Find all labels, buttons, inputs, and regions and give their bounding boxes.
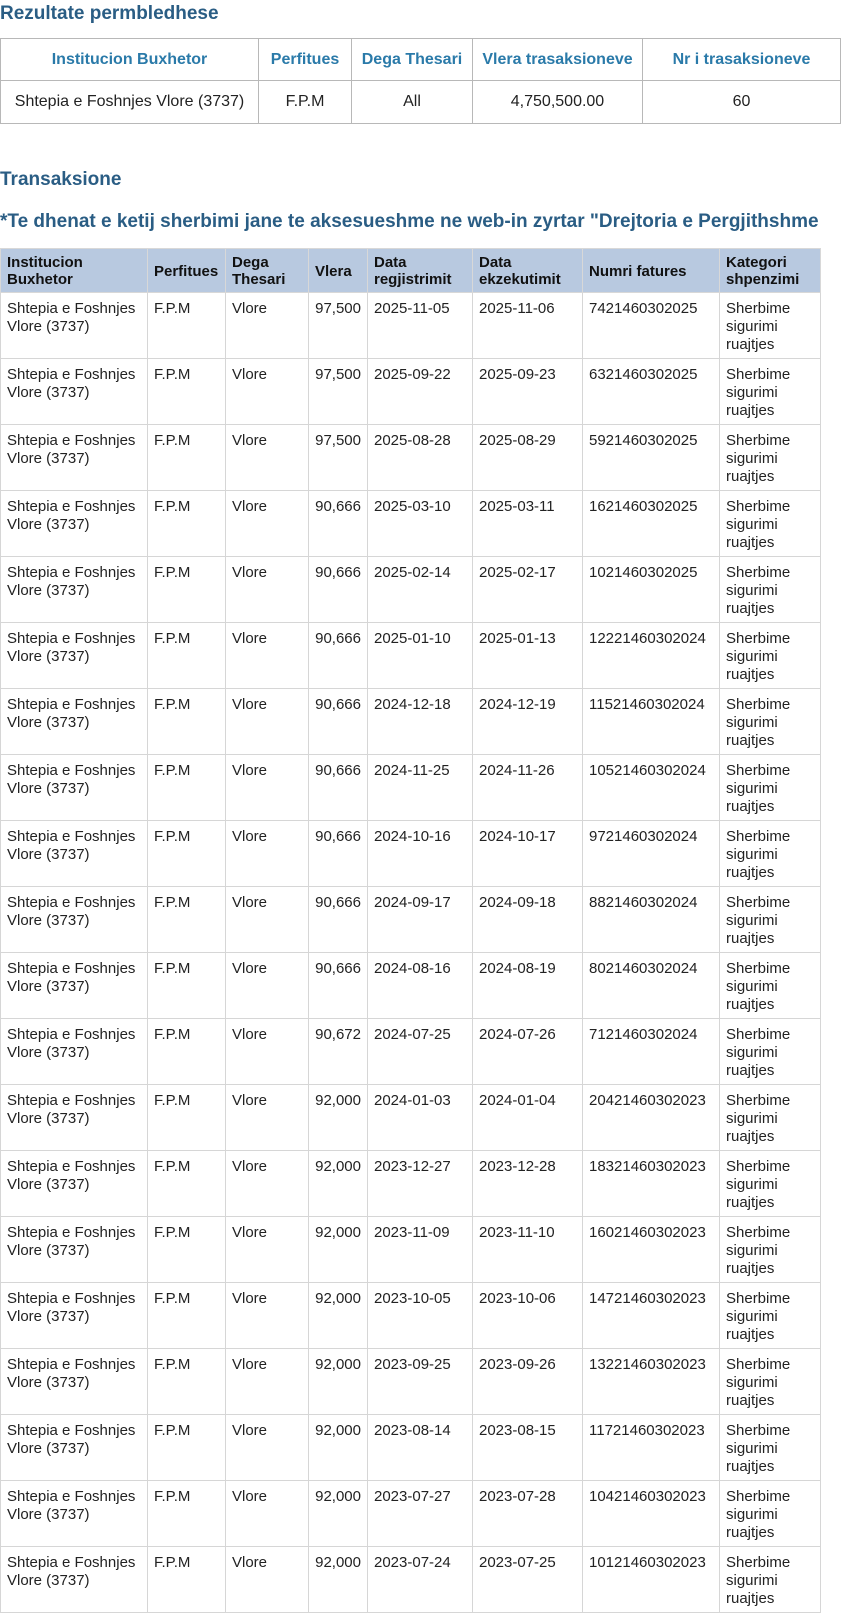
header-data-ekzekutimit[interactable]: Data ekzekutimit (473, 249, 583, 293)
cell-data-regjistrimit: 2024-11-25 (368, 755, 473, 821)
cell-vlera: 90,666 (309, 557, 368, 623)
cell-dega-thesari: Vlore (226, 1085, 309, 1151)
cell-data-ekzekutimit: 2025-11-06 (473, 293, 583, 359)
cell-perfitues: F.P.M (148, 1217, 226, 1283)
cell-data-ekzekutimit: 2024-10-17 (473, 821, 583, 887)
cell-vlera: 90,666 (309, 623, 368, 689)
cell-kategori: Sherbime sigurimi ruajtjes (720, 689, 821, 755)
table-row (1, 1151, 821, 1217)
table-row (1, 425, 821, 491)
cell-data-regjistrimit: 2023-10-05 (368, 1283, 473, 1349)
header-dega-thesari[interactable]: Dega Thesari (226, 249, 309, 293)
cell-vlera: 92,000 (309, 1217, 368, 1283)
cell-institucion: Shtepia e Foshnjes Vlore (3737) (1, 1547, 148, 1613)
cell-data-regjistrimit: 2023-08-14 (368, 1415, 473, 1481)
cell-numri-fatures: 7421460302025 (583, 293, 720, 359)
cell-numri-fatures: 11721460302023 (583, 1415, 720, 1481)
cell-perfitues: F.P.M (148, 293, 226, 359)
cell-data-ekzekutimit: 2024-09-18 (473, 887, 583, 953)
cell-data-regjistrimit: 2025-11-05 (368, 293, 473, 359)
table-row (1, 821, 821, 887)
cell-kategori: Sherbime sigurimi ruajtjes (720, 1481, 821, 1547)
cell-kategori: Sherbime sigurimi ruajtjes (720, 1085, 821, 1151)
cell-vlera: 92,000 (309, 1481, 368, 1547)
cell-dega-thesari: Vlore (226, 1481, 309, 1547)
cell-perfitues: F.P.M (148, 1481, 226, 1547)
cell-data-regjistrimit: 2023-07-24 (368, 1547, 473, 1613)
cell-numri-fatures: 14721460302023 (583, 1283, 720, 1349)
cell-dega-thesari: Vlore (226, 689, 309, 755)
table-row (1, 1547, 821, 1613)
table-row (1, 293, 821, 359)
cell-institucion: Shtepia e Foshnjes Vlore (3737) (1, 359, 148, 425)
cell-institucion: Shtepia e Foshnjes Vlore (3737) (1, 1019, 148, 1085)
cell-dega-thesari: Vlore (226, 623, 309, 689)
summary-header-row (1, 39, 841, 81)
cell-vlera: 97,500 (309, 293, 368, 359)
table-row (1, 491, 821, 557)
summary-section-title: Rezultate permbledhese (0, 3, 219, 24)
cell-dega-thesari: Vlore (226, 1547, 309, 1613)
table-row (1, 755, 821, 821)
cell-kategori: Sherbime sigurimi ruajtjes (720, 359, 821, 425)
cell-institucion: Shtepia e Foshnjes Vlore (3737) (1, 887, 148, 953)
cell-kategori: Sherbime sigurimi ruajtjes (720, 425, 821, 491)
cell-data-ekzekutimit: 2024-08-19 (473, 953, 583, 1019)
cell-numri-fatures: 1621460302025 (583, 491, 720, 557)
cell-dega-thesari: Vlore (226, 953, 309, 1019)
cell-institucion: Shtepia e Foshnjes Vlore (3737) (1, 293, 148, 359)
cell-perfitues: F.P.M (148, 425, 226, 491)
summary-header-cell[interactable]: Perfitues (259, 39, 352, 81)
cell-perfitues: F.P.M (148, 1085, 226, 1151)
cell-data-regjistrimit: 2023-11-09 (368, 1217, 473, 1283)
cell-dega-thesari: Vlore (226, 1283, 309, 1349)
transactions-table-container (0, 248, 800, 1607)
table-row (1, 689, 821, 755)
cell-numri-fatures: 8821460302024 (583, 887, 720, 953)
cell-vlera: 90,666 (309, 821, 368, 887)
table-row (1, 1415, 821, 1481)
header-data-regjistrimit[interactable]: Data regjistrimit (368, 249, 473, 293)
header-kategori[interactable]: Kategori shpenzimi (720, 249, 821, 293)
cell-vlera: 92,000 (309, 1085, 368, 1151)
summary-table-container (0, 38, 811, 126)
cell-data-regjistrimit: 2025-01-10 (368, 623, 473, 689)
cell-perfitues: F.P.M (148, 689, 226, 755)
cell-numri-fatures: 12221460302024 (583, 623, 720, 689)
cell-dega-thesari: Vlore (226, 1415, 309, 1481)
cell-data-regjistrimit: 2023-09-25 (368, 1349, 473, 1415)
cell-institucion: Shtepia e Foshnjes Vlore (3737) (1, 689, 148, 755)
cell-perfitues: F.P.M (148, 1415, 226, 1481)
table-row (1, 1217, 821, 1283)
cell-dega-thesari: Vlore (226, 359, 309, 425)
table-row (1, 359, 821, 425)
summary-cell: All (352, 81, 473, 124)
summary-row (1, 81, 841, 124)
cell-numri-fatures: 10521460302024 (583, 755, 720, 821)
cell-institucion: Shtepia e Foshnjes Vlore (3737) (1, 953, 148, 1019)
cell-institucion: Shtepia e Foshnjes Vlore (3737) (1, 1415, 148, 1481)
cell-numri-fatures: 16021460302023 (583, 1217, 720, 1283)
cell-perfitues: F.P.M (148, 491, 226, 557)
cell-numri-fatures: 13221460302023 (583, 1349, 720, 1415)
cell-kategori: Sherbime sigurimi ruajtjes (720, 953, 821, 1019)
cell-numri-fatures: 8021460302024 (583, 953, 720, 1019)
cell-perfitues: F.P.M (148, 1547, 226, 1613)
cell-institucion: Shtepia e Foshnjes Vlore (3737) (1, 1481, 148, 1547)
transactions-header-row (1, 249, 821, 293)
cell-vlera: 97,500 (309, 359, 368, 425)
cell-numri-fatures: 11521460302024 (583, 689, 720, 755)
cell-dega-thesari: Vlore (226, 293, 309, 359)
cell-vlera: 90,666 (309, 755, 368, 821)
cell-vlera: 92,000 (309, 1349, 368, 1415)
cell-data-ekzekutimit: 2023-07-28 (473, 1481, 583, 1547)
cell-vlera: 90,672 (309, 1019, 368, 1085)
transactions-section-title: Transaksione (0, 169, 122, 190)
table-row (1, 1019, 821, 1085)
cell-numri-fatures: 10421460302023 (583, 1481, 720, 1547)
cell-kategori: Sherbime sigurimi ruajtjes (720, 755, 821, 821)
header-vlera[interactable]: Vlera (309, 249, 368, 293)
cell-data-regjistrimit: 2024-07-25 (368, 1019, 473, 1085)
summary-header-cell[interactable]: Institucion Buxhetor (1, 39, 259, 81)
transactions-table-body (1, 293, 821, 1613)
table-row (1, 1085, 821, 1151)
cell-kategori: Sherbime sigurimi ruajtjes (720, 623, 821, 689)
cell-kategori: Sherbime sigurimi ruajtjes (720, 1283, 821, 1349)
summary-cell: 4,750,500.00 (473, 81, 643, 124)
table-row (1, 1283, 821, 1349)
cell-kategori: Sherbime sigurimi ruajtjes (720, 293, 821, 359)
cell-perfitues: F.P.M (148, 1019, 226, 1085)
cell-institucion: Shtepia e Foshnjes Vlore (3737) (1, 557, 148, 623)
cell-kategori: Sherbime sigurimi ruajtjes (720, 1415, 821, 1481)
table-row (1, 623, 821, 689)
cell-dega-thesari: Vlore (226, 557, 309, 623)
cell-institucion: Shtepia e Foshnjes Vlore (3737) (1, 755, 148, 821)
cell-kategori: Sherbime sigurimi ruajtjes (720, 821, 821, 887)
cell-institucion: Shtepia e Foshnjes Vlore (3737) (1, 491, 148, 557)
cell-data-regjistrimit: 2024-08-16 (368, 953, 473, 1019)
cell-kategori: Sherbime sigurimi ruajtjes (720, 887, 821, 953)
cell-vlera: 90,666 (309, 887, 368, 953)
cell-perfitues: F.P.M (148, 623, 226, 689)
cell-dega-thesari: Vlore (226, 425, 309, 491)
cell-numri-fatures: 6321460302025 (583, 359, 720, 425)
cell-dega-thesari: Vlore (226, 491, 309, 557)
cell-data-regjistrimit: 2023-07-27 (368, 1481, 473, 1547)
summary-header-cell[interactable]: Nr i trasaksioneve (643, 39, 841, 81)
cell-data-regjistrimit: 2025-02-14 (368, 557, 473, 623)
cell-institucion: Shtepia e Foshnjes Vlore (3737) (1, 1349, 148, 1415)
cell-vlera: 97,500 (309, 425, 368, 491)
header-perfitues[interactable]: Perfitues (148, 249, 226, 293)
cell-vlera: 90,666 (309, 953, 368, 1019)
cell-vlera: 90,666 (309, 491, 368, 557)
cell-dega-thesari: Vlore (226, 887, 309, 953)
summary-header-cell[interactable]: Vlera trasaksioneve (473, 39, 643, 81)
cell-dega-thesari: Vlore (226, 1217, 309, 1283)
cell-dega-thesari: Vlore (226, 1349, 309, 1415)
table-row (1, 1481, 821, 1547)
cell-dega-thesari: Vlore (226, 1019, 309, 1085)
table-row (1, 953, 821, 1019)
cell-data-ekzekutimit: 2024-07-26 (473, 1019, 583, 1085)
cell-institucion: Shtepia e Foshnjes Vlore (3737) (1, 821, 148, 887)
summary-cell: Shtepia e Foshnjes Vlore (3737) (1, 81, 259, 124)
cell-kategori: Sherbime sigurimi ruajtjes (720, 1349, 821, 1415)
cell-numri-fatures: 10121460302023 (583, 1547, 720, 1613)
cell-data-ekzekutimit: 2025-09-23 (473, 359, 583, 425)
cell-data-ekzekutimit: 2024-01-04 (473, 1085, 583, 1151)
cell-kategori: Sherbime sigurimi ruajtjes (720, 1547, 821, 1613)
cell-data-ekzekutimit: 2023-08-15 (473, 1415, 583, 1481)
cell-vlera: 92,000 (309, 1151, 368, 1217)
cell-data-ekzekutimit: 2025-02-17 (473, 557, 583, 623)
data-source-notice: *Te dhenat e ketij sherbimi jane te aksesueshme ne web-in zyrtar "Drejtoria e Pergjithshme (0, 211, 819, 232)
cell-data-ekzekutimit: 2023-11-10 (473, 1217, 583, 1283)
cell-data-ekzekutimit: 2023-09-26 (473, 1349, 583, 1415)
cell-data-regjistrimit: 2024-09-17 (368, 887, 473, 953)
cell-perfitues: F.P.M (148, 887, 226, 953)
cell-dega-thesari: Vlore (226, 755, 309, 821)
cell-perfitues: F.P.M (148, 821, 226, 887)
cell-numri-fatures: 18321460302023 (583, 1151, 720, 1217)
summary-cell: F.P.M (259, 81, 352, 124)
table-row (1, 557, 821, 623)
cell-perfitues: F.P.M (148, 557, 226, 623)
transactions-table (0, 248, 821, 1613)
cell-data-ekzekutimit: 2025-03-11 (473, 491, 583, 557)
cell-data-regjistrimit: 2025-09-22 (368, 359, 473, 425)
cell-dega-thesari: Vlore (226, 1151, 309, 1217)
cell-vlera: 90,666 (309, 689, 368, 755)
cell-data-regjistrimit: 2023-12-27 (368, 1151, 473, 1217)
cell-institucion: Shtepia e Foshnjes Vlore (3737) (1, 1151, 148, 1217)
cell-institucion: Shtepia e Foshnjes Vlore (3737) (1, 623, 148, 689)
cell-kategori: Sherbime sigurimi ruajtjes (720, 1151, 821, 1217)
header-institucion[interactable]: Institucion Buxhetor (1, 249, 148, 293)
cell-data-regjistrimit: 2024-10-16 (368, 821, 473, 887)
cell-data-ekzekutimit: 2024-11-26 (473, 755, 583, 821)
cell-data-regjistrimit: 2025-08-28 (368, 425, 473, 491)
cell-data-regjistrimit: 2024-01-03 (368, 1085, 473, 1151)
cell-numri-fatures: 1021460302025 (583, 557, 720, 623)
cell-vlera: 92,000 (309, 1283, 368, 1349)
cell-perfitues: F.P.M (148, 1349, 226, 1415)
cell-data-ekzekutimit: 2024-12-19 (473, 689, 583, 755)
cell-numri-fatures: 9721460302024 (583, 821, 720, 887)
summary-header-cell[interactable]: Dega Thesari (352, 39, 473, 81)
cell-vlera: 92,000 (309, 1547, 368, 1613)
cell-data-ekzekutimit: 2025-01-13 (473, 623, 583, 689)
cell-institucion: Shtepia e Foshnjes Vlore (3737) (1, 1085, 148, 1151)
cell-numri-fatures: 20421460302023 (583, 1085, 720, 1151)
summary-cell: 60 (643, 81, 841, 124)
cell-perfitues: F.P.M (148, 1283, 226, 1349)
cell-vlera: 92,000 (309, 1415, 368, 1481)
cell-perfitues: F.P.M (148, 1151, 226, 1217)
table-row (1, 1349, 821, 1415)
cell-numri-fatures: 7121460302024 (583, 1019, 720, 1085)
cell-kategori: Sherbime sigurimi ruajtjes (720, 491, 821, 557)
cell-numri-fatures: 5921460302025 (583, 425, 720, 491)
cell-data-ekzekutimit: 2025-08-29 (473, 425, 583, 491)
cell-data-ekzekutimit: 2023-10-06 (473, 1283, 583, 1349)
cell-perfitues: F.P.M (148, 755, 226, 821)
cell-perfitues: F.P.M (148, 359, 226, 425)
cell-kategori: Sherbime sigurimi ruajtjes (720, 557, 821, 623)
cell-dega-thesari: Vlore (226, 821, 309, 887)
cell-data-ekzekutimit: 2023-12-28 (473, 1151, 583, 1217)
cell-institucion: Shtepia e Foshnjes Vlore (3737) (1, 1283, 148, 1349)
cell-kategori: Sherbime sigurimi ruajtjes (720, 1019, 821, 1085)
cell-data-regjistrimit: 2025-03-10 (368, 491, 473, 557)
cell-data-ekzekutimit: 2023-07-25 (473, 1547, 583, 1613)
cell-institucion: Shtepia e Foshnjes Vlore (3737) (1, 1217, 148, 1283)
cell-data-regjistrimit: 2024-12-18 (368, 689, 473, 755)
cell-kategori: Sherbime sigurimi ruajtjes (720, 1217, 821, 1283)
cell-institucion: Shtepia e Foshnjes Vlore (3737) (1, 425, 148, 491)
summary-table (0, 38, 841, 124)
cell-perfitues: F.P.M (148, 953, 226, 1019)
table-row (1, 887, 821, 953)
header-numri-fatures[interactable]: Numri fatures (583, 249, 720, 293)
